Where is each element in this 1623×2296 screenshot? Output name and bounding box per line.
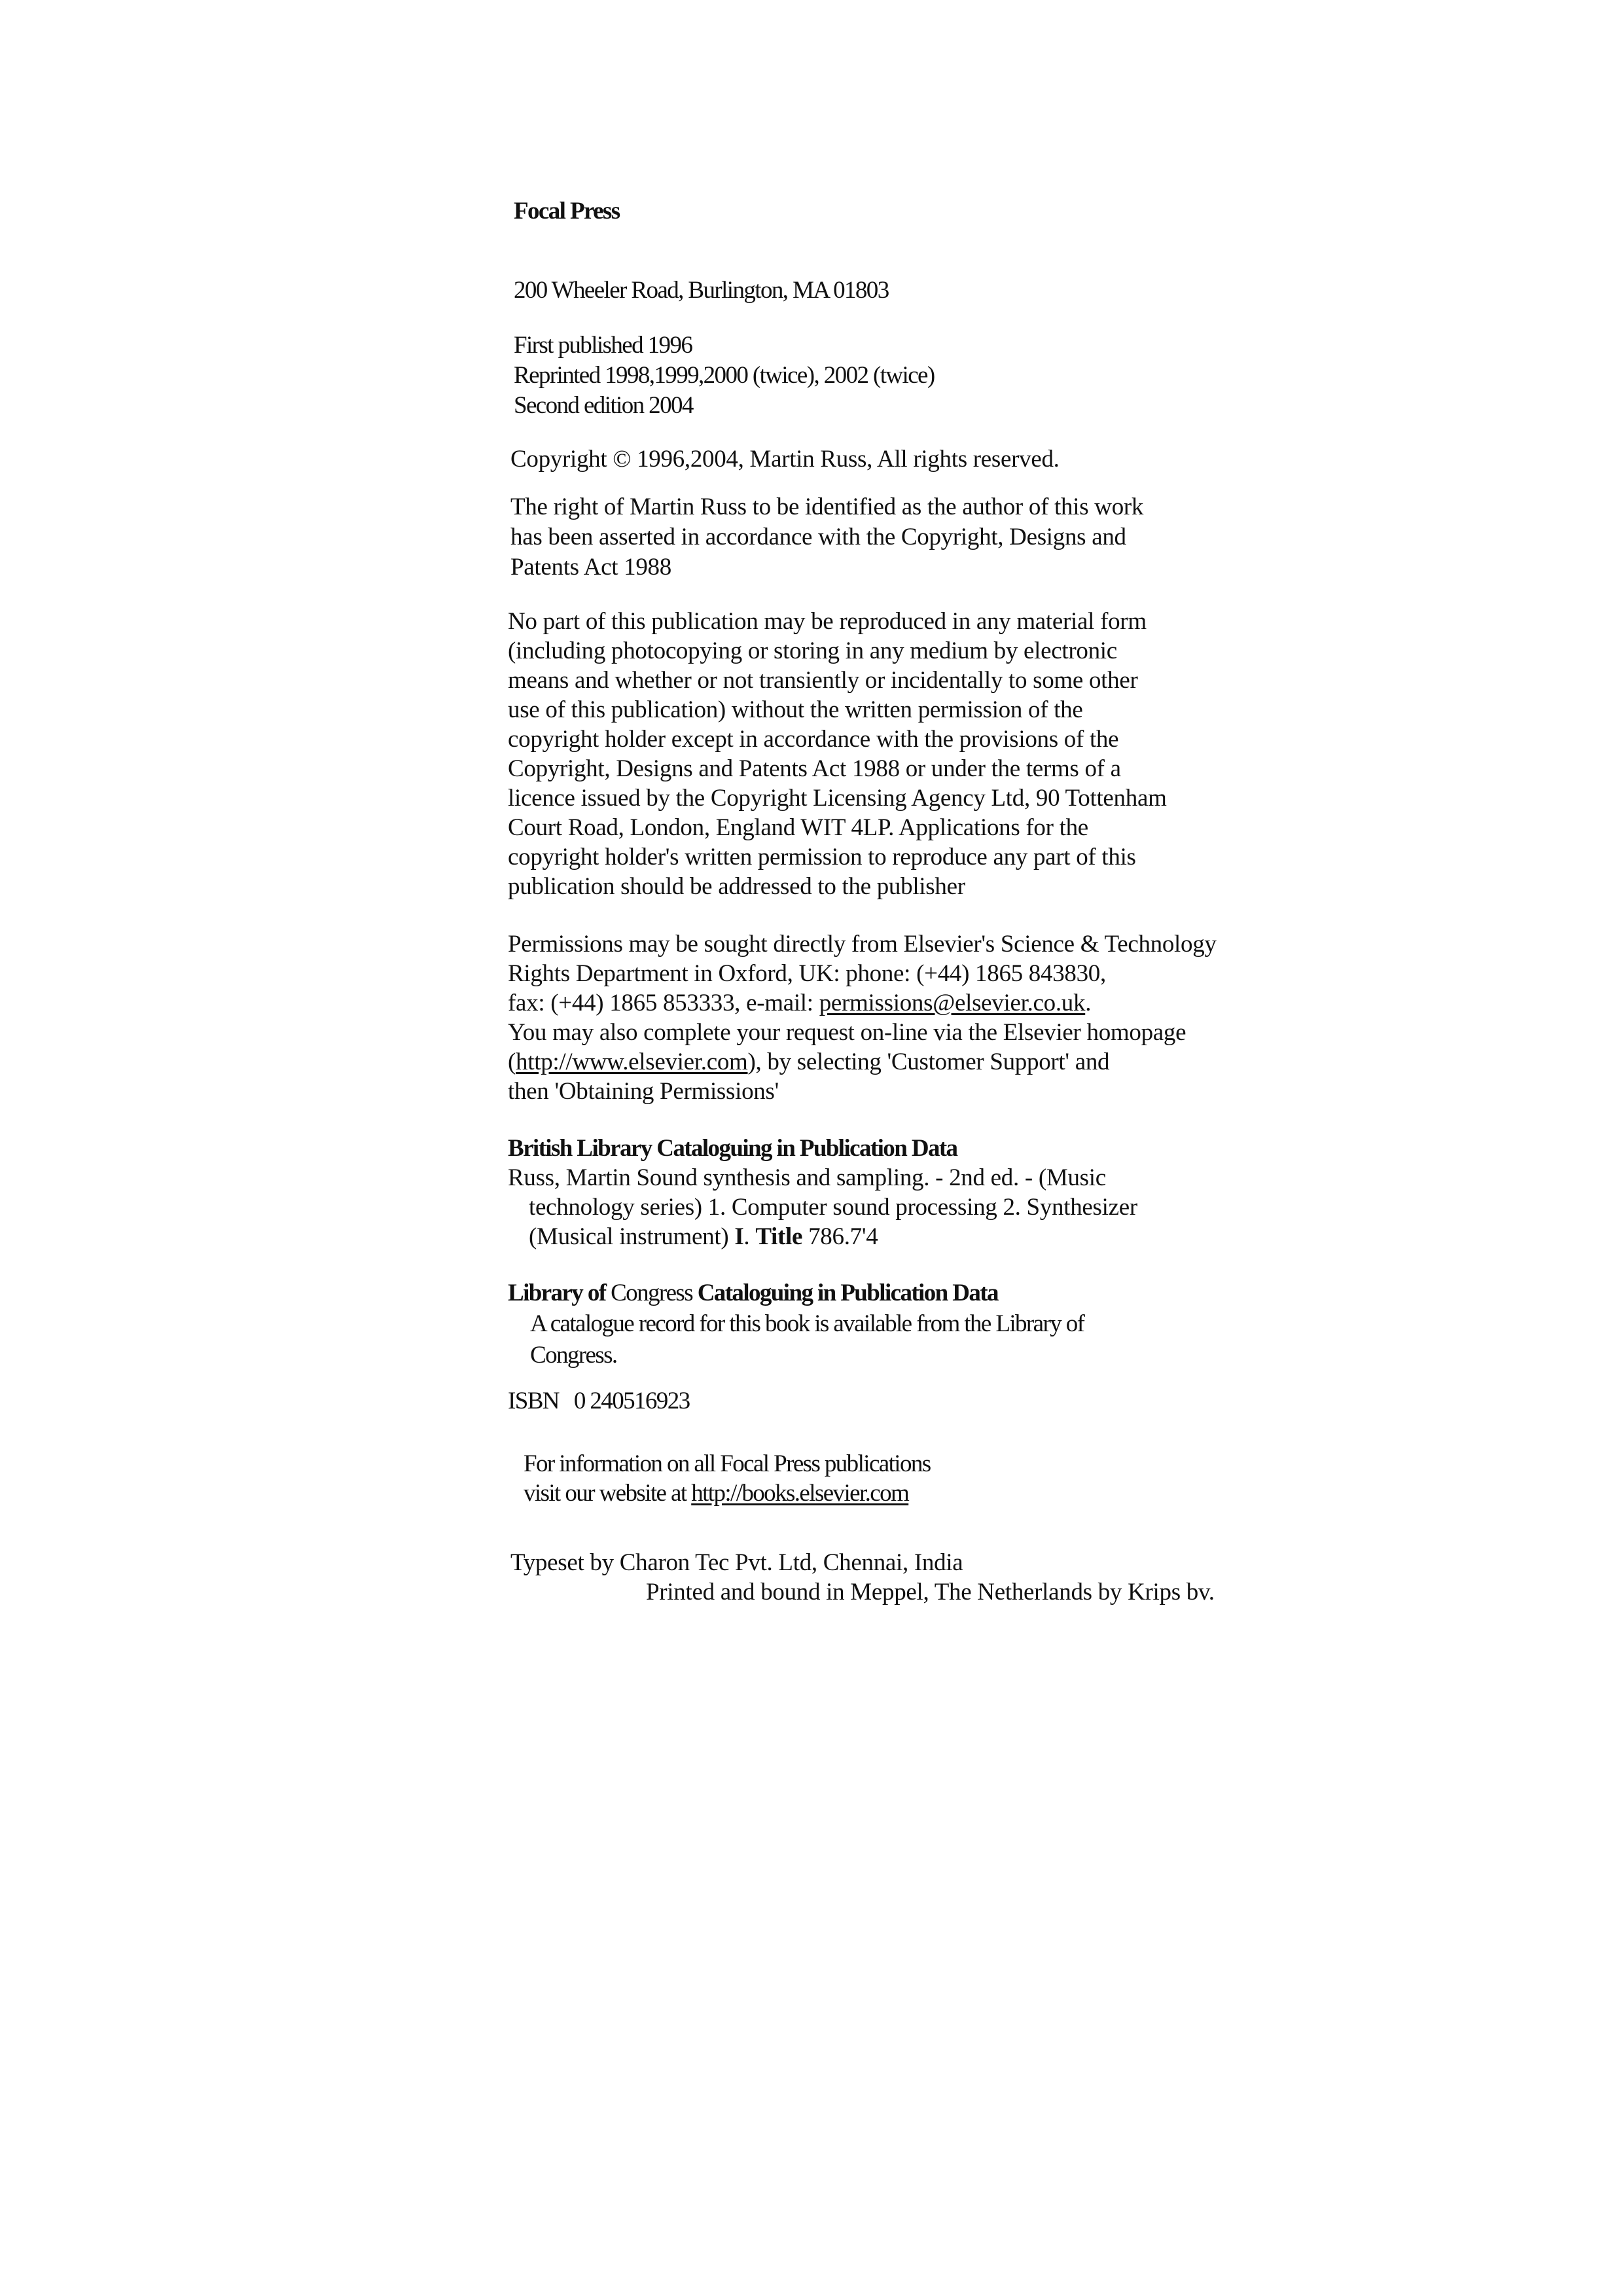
selection-text: ), by selecting 'Customer Support' and (747, 1049, 1110, 1075)
catalogue-bold: I (734, 1223, 744, 1250)
edition-note: Second edition 2004 (514, 392, 693, 419)
heading-bold: Cataloguing in Publication Data (697, 1280, 998, 1306)
rights-paragraph-line: licence issued by the Copyright Licensing Agency Ltd, 90 Tottenham (508, 785, 1167, 812)
moral-right-line: The right of Martin Russ to be identified as the author of this work (510, 493, 1144, 520)
classification-number: 786.7'4 (802, 1223, 878, 1250)
british-library-heading: British Library Cataloguing in Publication Data (508, 1135, 957, 1162)
rights-paragraph-line: No part of this publication may be reproduced in any material form (508, 608, 1147, 635)
british-library-line: technology series) 1. Computer sound processing 2. Synthesizer (529, 1194, 1137, 1221)
catalogue-bold: Title (755, 1223, 803, 1250)
rights-paragraph-line: Court Road, London, England WIT 4LP. Applications for the (508, 814, 1088, 841)
permissions-line: then 'Obtaining Permissions' (508, 1078, 779, 1105)
info-text: visit our website at (524, 1480, 692, 1507)
catalogue-text: . (743, 1223, 756, 1250)
rights-paragraph-line: copyright holder's written permission to reproduce any part of this (508, 844, 1136, 870)
permissions-line: You may also complete your request on-line via the Elsevier homopage (508, 1019, 1186, 1046)
rights-paragraph-line: means and whether or not transiently or incidentally to some other (508, 667, 1138, 694)
isbn-label: ISBN (508, 1388, 559, 1414)
paren-open: ( (508, 1049, 516, 1075)
rights-paragraph-line: (including photocopying or storing in any medium by electronic (508, 637, 1117, 664)
publications-info-line (524, 1479, 908, 1509)
permissions-line (508, 1047, 1109, 1077)
library-of-congress-line: A catalogue record for this book is available from the Library of (530, 1310, 1084, 1337)
elsevier-homepage-link[interactable]: http://www.elsevier.com (516, 1049, 748, 1075)
rights-paragraph-line: publication should be addressed to the publisher (508, 873, 965, 900)
rights-paragraph-line: Copyright, Designs and Patents Act 1988 or under the terms of a (508, 755, 1121, 782)
library-of-congress-line: Congress. (530, 1342, 617, 1369)
first-published: First published 1996 (514, 332, 692, 359)
british-library-line (529, 1222, 878, 1252)
british-library-line: Russ, Martin Sound synthesis and sampling. - 2nd ed. - (Music (508, 1164, 1106, 1191)
punctuation: . (1085, 990, 1092, 1016)
isbn-value: 0 240516923 (573, 1388, 690, 1414)
permissions-line (508, 988, 1091, 1018)
permissions-line: Permissions may be sought directly from Elsevier's Science & Technology (508, 931, 1217, 958)
heading-text: Congress (605, 1280, 698, 1306)
heading-bold: Library of (508, 1280, 606, 1306)
moral-right-line: Patents Act 1988 (510, 554, 671, 581)
rights-paragraph-line: copyright holder except in accordance with the provisions of the (508, 726, 1119, 753)
publications-info-line: For information on all Focal Press publications (524, 1450, 931, 1477)
printer-credit: Printed and bound in Meppel, The Netherlands by Krips bv. (646, 1579, 1215, 1605)
rights-paragraph-line: use of this publication) without the written permission of the (508, 696, 1083, 723)
fax-text: fax: (+44) 1865 853333, e-mail: (508, 990, 819, 1016)
copyright-notice: Copyright © 1996,2004, Martin Russ, All rights reserved. (510, 446, 1060, 473)
permissions-line: Rights Department in Oxford, UK: phone: (+44) 1865 843830, (508, 960, 1106, 987)
moral-right-line: has been asserted in accordance with the Copyright, Designs and (510, 524, 1126, 550)
reprint-history: Reprinted 1998,1999,2000 (twice), 2002 (twice) (514, 362, 935, 389)
publisher-address: 200 Wheeler Road, Burlington, MA 01803 (514, 277, 889, 304)
publisher-name: Focal Press (514, 198, 620, 224)
library-of-congress-heading (508, 1278, 998, 1308)
catalogue-text: (Musical instrument) (529, 1223, 735, 1250)
typeset-credit: Typeset by Charon Tec Pvt. Ltd, Chennai, India (510, 1549, 963, 1576)
books-website-link[interactable]: http://books.elsevier.com (691, 1480, 909, 1507)
isbn-line (508, 1386, 690, 1416)
permissions-email-link[interactable]: permissions@elsevier.co.uk (819, 990, 1086, 1016)
